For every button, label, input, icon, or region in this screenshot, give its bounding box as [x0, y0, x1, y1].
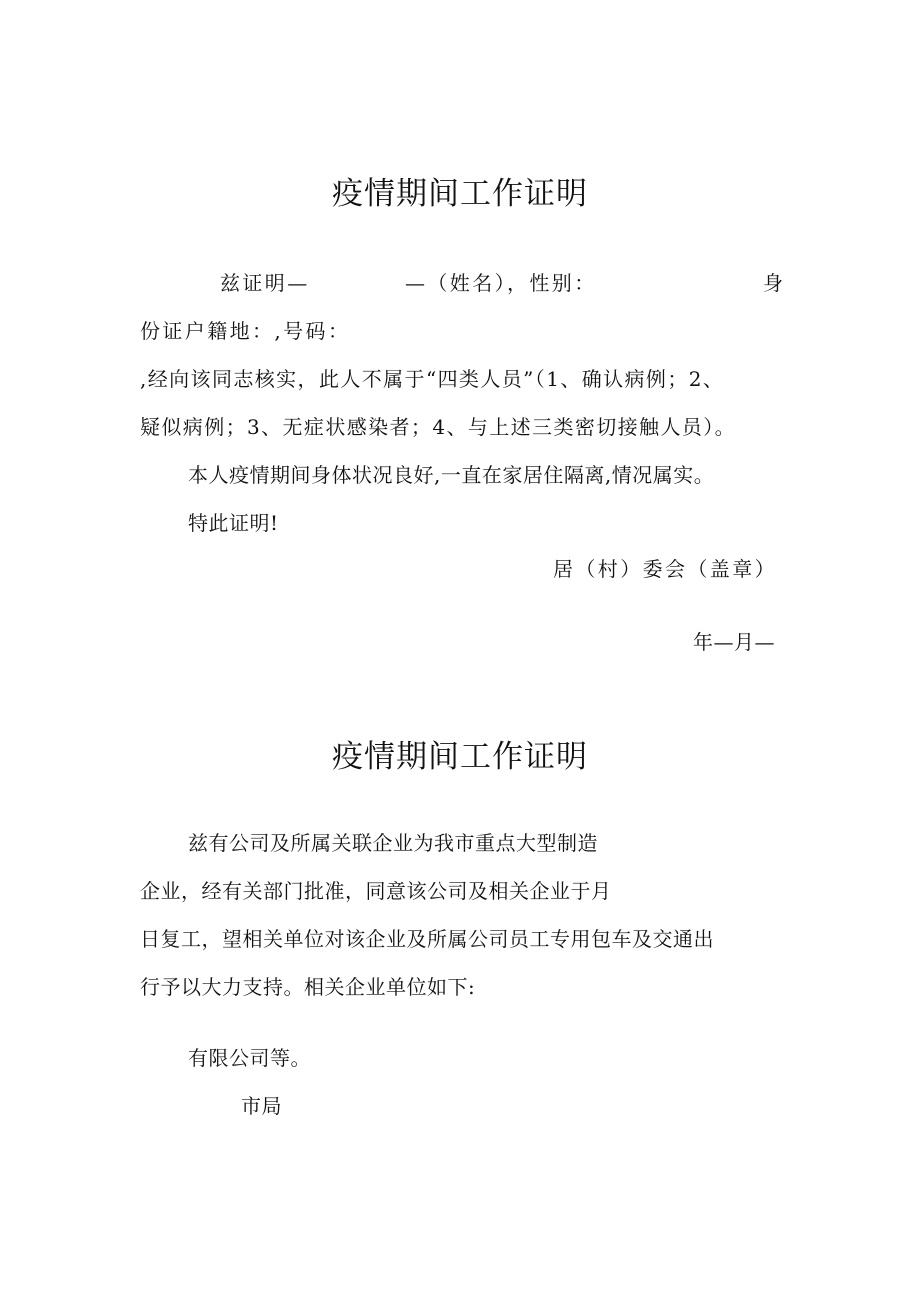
cert1-line-4: 疑似病例；3、无症状感染者；4、与上述三类密切接触人员）。: [140, 415, 737, 439]
cert1-date-line: 年—月—: [693, 630, 775, 654]
cert1-line-3: ,经向该同志核实，此人不属于“四类人员”（1、确认病例；2、: [140, 367, 725, 391]
cert1-line-1-a: 兹证明—: [220, 271, 310, 295]
cert1-line-2: 份证户籍地：,号码：: [140, 319, 351, 343]
cert2-line-1: 兹有公司及所属关联企业为我市重点大型制造: [188, 831, 598, 855]
cert1-line-1-c: 身: [763, 271, 786, 295]
cert2-line-5: 有限公司等。: [188, 1046, 311, 1070]
cert2-line-3: 日复工，望相关单位对该企业及所属公司员工专用包车及交通出: [140, 927, 714, 951]
cert1-line-1-b: —（姓名），性别：: [405, 271, 597, 295]
certificate-2-title: 疫情期间工作证明: [332, 739, 588, 775]
cert1-seal-line: 居（村）委会（盖章）: [553, 557, 777, 581]
certificate-1-title: 疫情期间工作证明: [332, 176, 588, 212]
cert2-line-2: 企业，经有关部门批准，同意该公司及相关企业于月: [140, 879, 612, 903]
cert1-line-6: 特此证明!: [188, 511, 279, 535]
cert2-line-4: 行予以大力支持。相关企业单位如下:: [140, 975, 476, 999]
cert2-line-6: 市局: [241, 1094, 282, 1118]
cert1-line-5: 本人疫情期间身体状况良好,一直在家居住隔离,情况属实。: [188, 463, 715, 487]
